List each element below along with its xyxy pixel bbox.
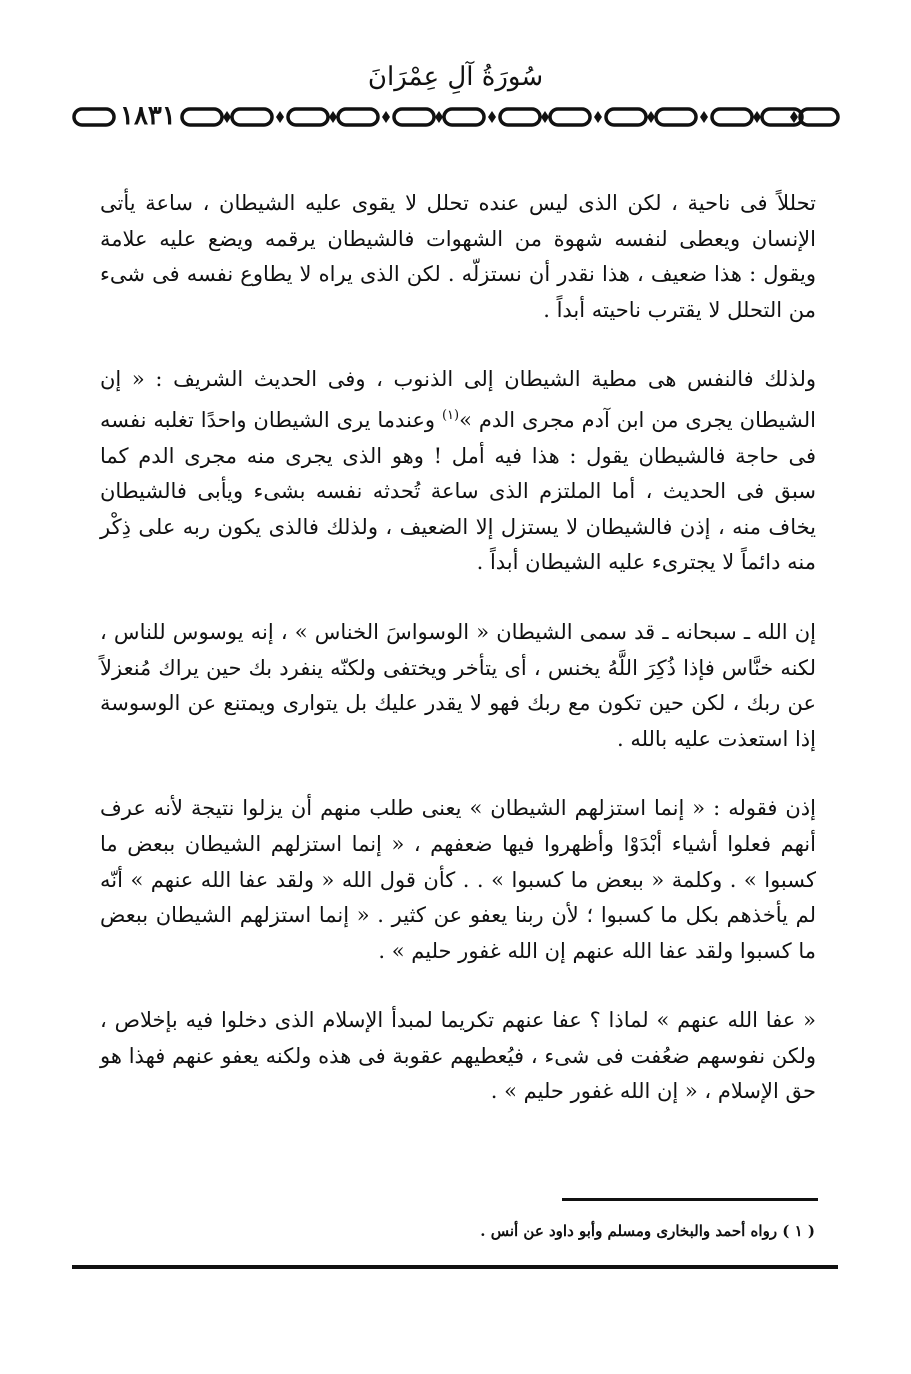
main-text [100,186,816,1144]
bottom-divider [72,1265,838,1269]
paragraph-4: إذن فقوله : « إنما استزلهم الشيطان » يعنى طلب منهم أن يزلوا نتيجة لأنه عرف أنهم فعلوا أشياء أبْدَوْا وأظهروا فيها ضعفهم ، « إنما استزلهم الشيطان ببعض ما كسبوا » . وكلمة « ببعض ما كسبوا » . . كأن قول الله « ولقد عفا الله عنهم » أنّه لم يأخذهم بكل ما كسبوا ؛ لأن ربنا يعفو عن كثير . « إنما استزلهم الشيطان ببعض ما كسبوا ولقد عفا الله عنهم إن الله غفور حليم » . [100,796,816,963]
paragraph-2-part-1: ولذلك فالنفس هى مطية الشيطان إلى الذنوب ، وفى الحديث الشريف : « إن الشيطان يجرى من ابن آدم مجرى الدم » [100,367,817,432]
decorative-border [72,103,842,131]
paragraph-1: تحللاً فى ناحية ، لكن الذى ليس عنده تحلل لا يقوى عليه الشيطان ، ساعة يأتى الإنسان ويعطى لنفسه شهوة من الشهوات فالشيطان يرقمه ويضع عليه علامة ويقول : هذا ضعيف ، هذا نقدر أن نستزلّه . لكن الذى يراه لا يطاوع نفسه فى شىء من التحلل لا يقترب ناحيته أبداً . [100,191,816,322]
paragraph-2-part-2: وعندما يرى الشيطان واحدًا تغلبه نفسه فى حاجة فالشيطان يقول : هذا فيه أمل ! وهو الذى يجرى منه مجرى الدم كما سبق فى الحديث ، أما الملتزم الذى ساعة تُحدثه نفسه بشىء ويأبى فالشيطان يخاف منه ، إذن فالشيطان لا يستزل إلا الضعيف ، ولذلك فالذى يكون ربه على ذِكْر منه دائماً لا يجترىء عليه الشيطان أبداً . [100,407,816,575]
paragraph-3: إن الله ـ سبحانه ـ قد سمى الشيطان « الوسواسَ الخناس » ، إنه يوسوس للناس ، لكنه خنَّاس فإذا ذُكِرَ اللَّهُ يخنس ، أى يتأخر ويختفى ولكنّه ينفرد بك حين يراك مُنعزلاً عن ربك ، لكن حين تكون مع ربك فهو لا يقدر عليك بل يتوارى ويمتنع عن الوسوسة إذا استعذت عليه بالله . [100,619,816,751]
surah-title: سُورَةُ آلِ عِمْرَانَ [367,62,544,92]
footnote: ( ١ ) رواه أحمد والبخارى ومسلم وأبو داود عن أنس . [480,1222,815,1240]
footnote-reference: (١) [441,407,460,423]
footnote-divider [562,1198,818,1201]
paragraph-2 [100,362,816,581]
paragraph-5: « عفا الله عنهم » لماذا ؟ عفا عنهم تكريما لمبدأ الإسلام الذى دخلوا فيه بإخلاص ، ولكن نفوسهم ضعُفت فى شىء ، فيُعطيهم عقوبة فى هذه ولكنه يعفو عنهم فهذا هو حق الإسلام ، « إن الله غفور حليم » . [100,1008,816,1104]
page-number: ١٨٣١ [116,101,180,131]
